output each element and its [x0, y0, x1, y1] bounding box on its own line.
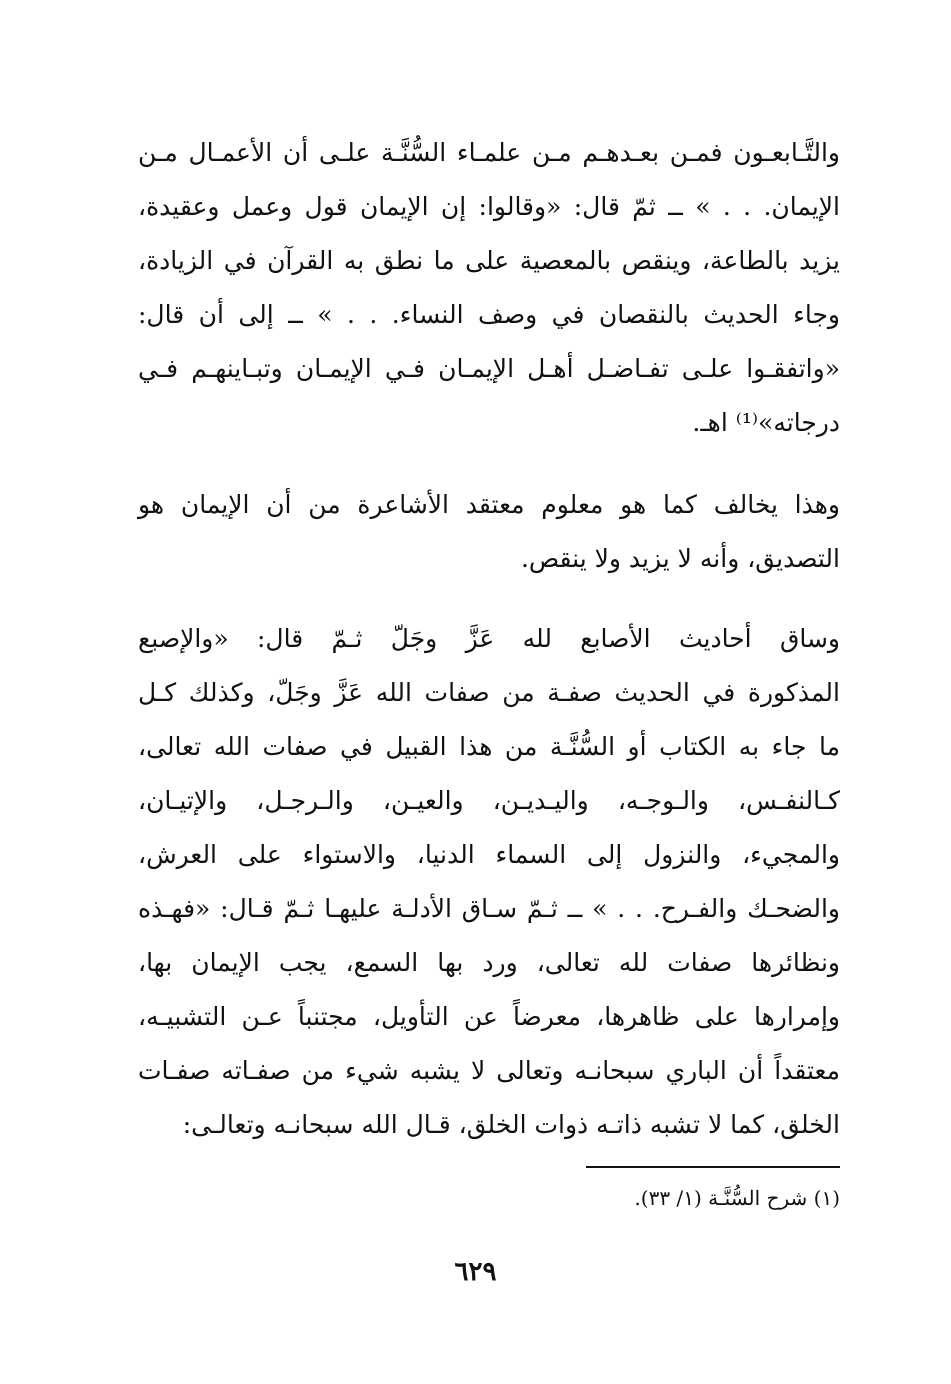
text-line: كـالنفـس، والـوجـه، واليـديـن، والعيـن، والـرجـل، والإتيـان،: [138, 786, 840, 815]
text-line: يزيد بالطاعة، وينقص بالمعصية على ما نطق به القرآن في الزيادة،: [138, 246, 840, 275]
text-line: الإيمان. . . » ــ ثمّ قال: «وقالوا: إن الإيمان قول وعمل وعقيدة،: [138, 192, 840, 221]
paragraph-3: [138, 612, 840, 1152]
page-number: ٦٢٩: [454, 1257, 497, 1287]
footnote: (١) شرح السُّنَّـة (١/ ٣٣).: [634, 1186, 840, 1210]
text-line: الخلق، كما لا تشبه ذاتـه ذوات الخلق، قـال الله سبحانـه وتعالـى:: [182, 1110, 840, 1139]
paragraph-2: [138, 478, 840, 586]
text-line: والمجيء، والنزول إلى السماء الدنيا، والاستواء على العرش،: [138, 840, 840, 869]
text-line: وإمرارها على ظاهرها، معرضاً عن التأويل، مجتنباً عـن التشبيـه،: [138, 1002, 840, 1031]
text-line: ما جاء به الكتاب أو السُّنَّـة من هذا القبيل في صفات الله تعالى،: [138, 732, 840, 761]
text-line: وساق أحاديث الأصابع لله عَزَّ وجَلّ ثـمّ قال: «والإصبع: [138, 624, 840, 653]
text-line: والتَّـابعـون فمـن بعـدهـم مـن علمـاء السُّنَّـة علـى أن الأعمـال مـن: [138, 138, 840, 167]
text-line: ونظائرها صفات لله تعالى، ورد بها السمع، يجب الإيمان بها،: [138, 948, 840, 977]
text-line: وهذا يخالف كما هو معلوم معتقد الأشاعرة من أن الإيمان هو: [138, 490, 840, 519]
text-line: التصديق، وأنه لا يزيد ولا ينقص.: [520, 544, 840, 573]
text-line: والضحـك والفـرح. . . » ــ ثـمّ سـاق الأدلـة عليهـا ثـمّ قـال: «فهـذه: [138, 894, 840, 923]
text-line: المذكورة في الحديث صفـة من صفات الله عَزَّ وجَلّ، وكذلك كـل: [138, 678, 840, 707]
footnote-separator: [586, 1166, 840, 1168]
text-line: معتقداً أن الباري سبحانـه وتعالى لا يشبه شيء من صفـاته صفـات: [138, 1056, 840, 1085]
text-line: وجاء الحديث بالنقصان في وصف النساء. . . » ــ إلى أن قال:: [138, 300, 840, 329]
paragraph-1: [138, 126, 840, 450]
text-line: درجاته»⁽¹⁾ اهـ.: [692, 408, 840, 437]
text-line: «واتفقـوا علـى تفـاضـل أهـل الإيمـان فـي الإيمـان وتبـاينهـم فـي: [138, 354, 840, 383]
